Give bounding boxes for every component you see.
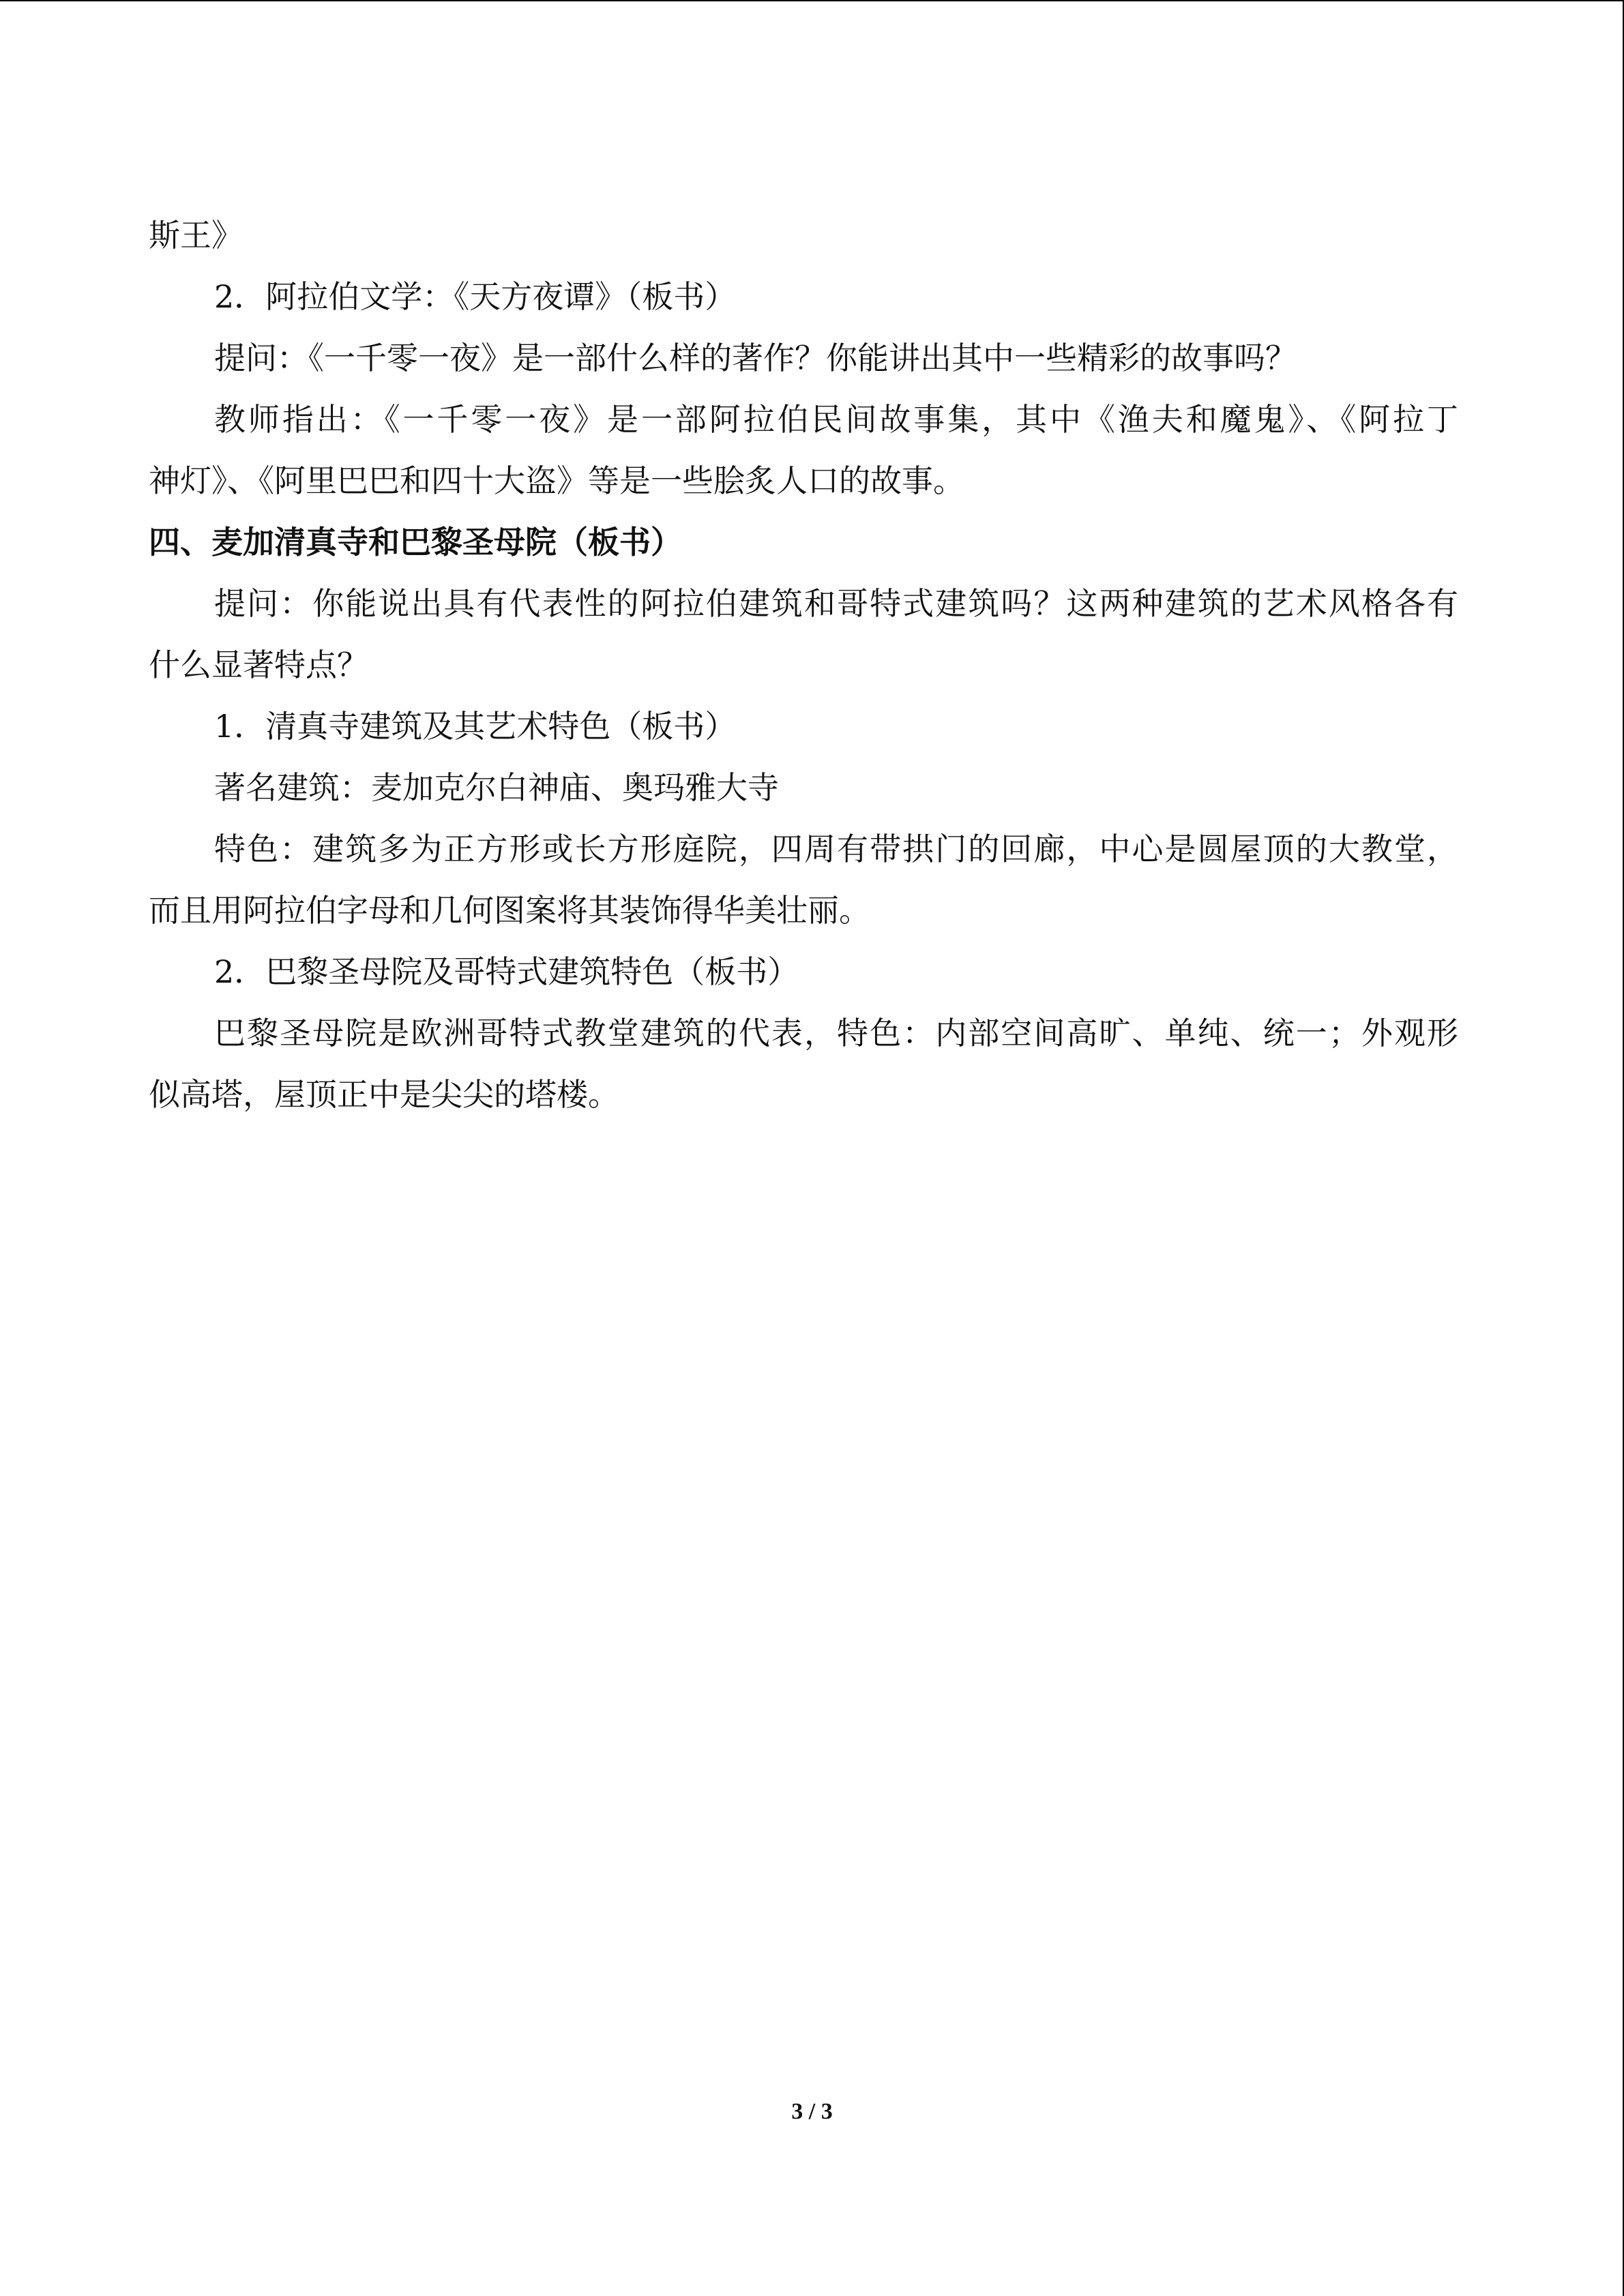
- question-arabian-nights: 提问：《一千零一夜》是一部什么样的著作？你能讲出其中一些精彩的故事吗？: [214, 340, 1297, 376]
- page-number: 3 / 3: [791, 2099, 833, 2124]
- subsection-mosque-architecture: 1．清真寺建筑及其艺术特色（板书）: [214, 708, 737, 745]
- teacher-note-line-1: 教师指出：《一千零一夜》是一部阿拉伯民间故事集，其中《渔夫和魔鬼》、《阿拉丁: [214, 401, 1458, 438]
- question-architecture-line-2: 什么显著特点？: [149, 646, 368, 683]
- text-line-continuation: 斯王》: [149, 217, 243, 254]
- mosque-features-line-2: 而且用阿拉伯字母和几何图案将其装饰得华美壮丽。: [149, 892, 870, 929]
- notre-dame-line-1: 巴黎圣母院是欧洲哥特式教堂建筑的代表，特色：内部空间高旷、单纯、统一；外观形: [214, 1015, 1458, 1052]
- subsection-arabic-literature: 2．阿拉伯文学：《天方夜谭》（板书）: [214, 278, 737, 315]
- section-heading-four: 四、麦加清真寺和巴黎圣母院（板书）: [149, 524, 682, 561]
- notre-dame-line-2: 似高塔，屋顶正中是尖尖的塔楼。: [149, 1076, 619, 1113]
- question-architecture-line-1: 提问：你能说出具有代表性的阿拉伯建筑和哥特式建筑吗？这两种建筑的艺术风格各有: [214, 585, 1458, 622]
- mosque-features-line-1: 特色：建筑多为正方形或长方形庭院，四周有带拱门的回廊，中心是圆屋顶的大教堂，: [214, 831, 1458, 867]
- teacher-note-line-2: 神灯》、《阿里巴巴和四十大盗》等是一些脍炙人口的故事。: [149, 462, 964, 499]
- famous-buildings-line: 著名建筑：麦加克尔白神庙、奥玛雅大寺: [214, 769, 779, 806]
- document-body: [149, 205, 1458, 1125]
- subsection-notre-dame: 2．巴黎圣母院及哥特式建筑特色（板书）: [214, 953, 799, 990]
